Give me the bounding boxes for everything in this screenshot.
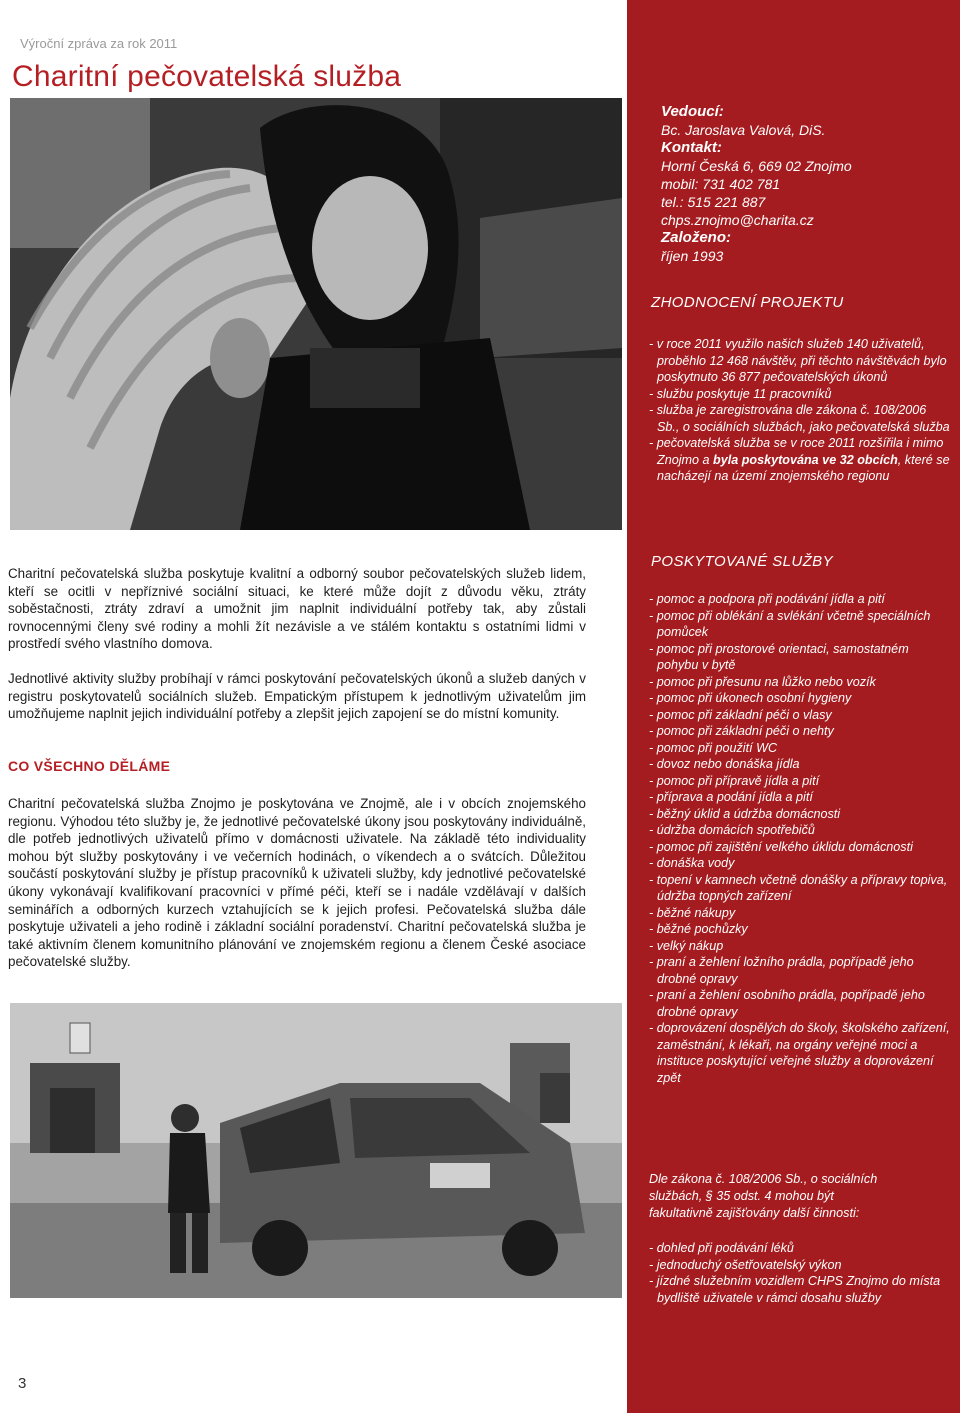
service-item: - topení v kamnech včetně donášky a přípravy topiva, údržba topných zařízení bbox=[649, 872, 948, 903]
service-item: - běžné nákupy bbox=[649, 905, 736, 920]
evaluation-item bbox=[647, 435, 952, 485]
report-year: Výroční zpráva za rok 2011 bbox=[20, 36, 178, 51]
activities-paragraph: Jednotlivé aktivity služby probíhají v rámci poskytování pečovatelských úkonů a služeb daných v registru poskytovatelů sociálních služeb. Empatickým přístupem k jednotlivým uživatelům jim umožňujeme naplnit jejich individuální potřeby a zlepšit jejich zapojení se do místní komunity. bbox=[8, 671, 586, 722]
evaluation-list bbox=[647, 336, 952, 485]
services-description-paragraph: Charitní pečovatelská služba Znojmo je poskytována ve Znojmě, ale i v obcích znojemského regionu. Výhodou této služby je, že jednotlivé pečovatelské úkony jsou poskytovány individuálně, dle potřeb jednotlivých uživatelů přímo v domácnosti uživatele. Na základě této individuality mohou být služby poskytovány i ve večerních hodinách, o víkendech a o svátcích. Důležitou součástí poskytování služby je přístup pracovníků k uživateli služby, kdy jednotlivé pečovatelské úkony vykonávají kvalifikovaní pracovníci v přímé péči, kteří se i nadále vzdělávají v dalších seminářích a odborných kurzech vztahujících se k jejich profesi. Pečovatelská služba dále poskytuje uživateli a jeho rodině i základní sociální poradenství. Charitní pečovatelská služba je také aktivním členem komunitního plánování ve znojemském regionu a členem České asociace pečovatelské služby. bbox=[8, 796, 586, 970]
services-heading: POSKYTOVANÉ SLUŽBY bbox=[651, 553, 833, 570]
service-item: - pomoc a podpora při podávání jídla a pití bbox=[649, 592, 885, 606]
founded-label: Založeno: bbox=[661, 229, 731, 246]
service-item: - pomoc při přesunu na lůžko nebo vozík bbox=[649, 674, 876, 689]
service-item: - praní a žehlení ložního prádla, popřípadě jeho drobné opravy bbox=[649, 955, 914, 986]
service-car-photo bbox=[10, 1003, 622, 1298]
optional-service-item: - dohled při podávání léků bbox=[649, 1241, 794, 1255]
service-item: - příprava a podání jídla a pití bbox=[649, 790, 813, 804]
page-title: Charitní pečovatelská služba bbox=[12, 60, 402, 93]
founded-value: říjen 1993 bbox=[661, 248, 724, 264]
optional-services-list bbox=[647, 1240, 952, 1306]
optional-service-item: - jízdné služebním vozidlem CHPS Znojmo do místa bydliště uživatele v rámci dosahu služby bbox=[649, 1274, 941, 1305]
evaluation-item: - službu poskytuje 11 pracovníků bbox=[649, 386, 832, 401]
evaluation-heading: ZHODNOCENÍ PROJEKTU bbox=[651, 294, 844, 311]
page-number: 3 bbox=[18, 1375, 27, 1392]
service-item: - pomoc při oblékání a svlékání včetně speciálních pomůcek bbox=[649, 608, 931, 639]
leader-label: Vedoucí: bbox=[661, 103, 724, 120]
evaluation-item: - v roce 2011 využilo našich služeb 140 uživatelů, proběhlo 12 468 návštěv, při těchto návštěvách bylo poskytnuto 36 877 pečovatelských úkonů bbox=[649, 337, 947, 384]
service-item: - donáška vody bbox=[649, 856, 735, 870]
intro-paragraph: Charitní pečovatelská služba poskytuje kvalitní a odborný soubor pečovatelských služeb lidem, kteří se ocitli v nepříznivé sociální situaci, ke které může dojít z důvodu věku, ztráty soběstačnosti, ztráty zdraví a umožnit jim naplnit individuální potřeby tak, aby zůstali rovnocennými členy své rodiny a mohli žít nezávisle a ve stálém kontaktu s ostatními lidmi v prostředí svého vlastního domova. bbox=[8, 566, 586, 652]
address: Horní Česká 6, 669 02 Znojmo bbox=[661, 158, 852, 174]
mobile: mobil: 731 402 781 bbox=[661, 176, 781, 192]
service-item: - pomoc při základní péči o vlasy bbox=[649, 707, 832, 722]
service-item: - pomoc při úkonech osobní hygieny bbox=[649, 691, 852, 705]
services-list bbox=[647, 591, 952, 1086]
service-item: - praní a žehlení osobního prádla, popřípadě jeho drobné opravy bbox=[649, 988, 925, 1019]
phone: tel.: 515 221 887 bbox=[661, 194, 766, 210]
evaluation-text: , které se nacházejí na území znojemského regionu bbox=[657, 452, 950, 483]
contact-label: Kontakt: bbox=[661, 139, 722, 156]
caregiver-photo bbox=[10, 98, 622, 530]
service-car-photo-illustration bbox=[10, 1003, 622, 1298]
service-item: - doprovázení dospělých do školy, školského zařízení, zaměstnání, k lékaři, na orgány veřejné moci a instituce poskytující veřejné služby a doprovázení zpět bbox=[649, 1021, 950, 1085]
service-item: - pomoc při zajištění velkého úklidu domácnosti bbox=[649, 839, 913, 854]
service-item: - běžné pochůzky bbox=[649, 922, 748, 936]
service-item: - pomoc při přípravě jídla a pití bbox=[649, 773, 820, 788]
optional-services-note: Dle zákona č. 108/2006 Sb., o sociálních službách, § 35 odst. 4 mohou být fakultativně zajišťovány další činnosti: bbox=[649, 1172, 878, 1220]
leader-name: Bc. Jaroslava Valová, DiS. bbox=[661, 122, 826, 138]
service-item: - velký nákup bbox=[649, 938, 724, 953]
service-item: - údržba domácích spotřebičů bbox=[649, 823, 815, 837]
service-item: - pomoc při základní péči o nehty bbox=[649, 724, 834, 738]
evaluation-highlight: byla poskytována ve 32 obcích bbox=[713, 452, 898, 467]
service-item: - pomoc při použití WC bbox=[649, 740, 778, 755]
evaluation-text: - pečovatelská služba se v roce 2011 rozšířila i mimo Znojmo a bbox=[649, 436, 944, 467]
sidebar bbox=[627, 0, 960, 1413]
evaluation-item: - služba je zaregistrována dle zákona č. 108/2006 Sb., o sociálních službách, jako pečovatelská služba bbox=[649, 403, 950, 434]
service-item: - pomoc při prostorové orientaci, samostatném pohybu v bytě bbox=[649, 641, 909, 672]
section-heading: CO VŠECHNO DĚLÁME bbox=[8, 758, 171, 774]
email-link[interactable]: chps.znojmo@charita.cz bbox=[661, 212, 814, 228]
caregiver-photo-illustration bbox=[10, 98, 622, 530]
contact-block bbox=[661, 103, 852, 265]
service-item: - běžný úklid a údržba domácnosti bbox=[649, 806, 841, 821]
optional-service-item: - jednoduchý ošetřovatelský výkon bbox=[649, 1257, 842, 1272]
service-item: - dovoz nebo donáška jídla bbox=[649, 757, 800, 771]
